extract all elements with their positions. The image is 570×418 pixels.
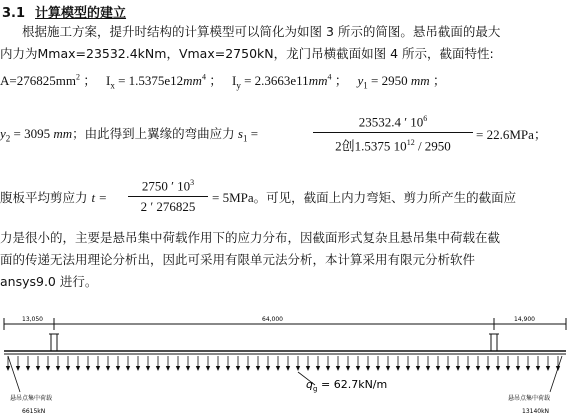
load-arrow <box>416 356 420 371</box>
area-value: A=276825mm <box>0 73 76 88</box>
section-heading <box>2 2 126 21</box>
paragraph-1-line-2: 内力为Mmax=23532.4kNm，Vmax=2750kN，龙门吊横截面如图 4 所示，截面特性: <box>0 46 494 61</box>
load-arrow <box>376 356 380 371</box>
load-arrow <box>266 356 270 371</box>
load-arrow <box>206 356 210 371</box>
shear-stress-result: = 5MPa。可见，截面上内力弯矩、剪力所产生的截面应 <box>212 190 517 205</box>
right-reaction-text: 悬吊点集中荷载 <box>508 395 551 402</box>
load-arrow <box>166 356 170 371</box>
load-arrow <box>156 356 160 371</box>
y1-value: = 2950 <box>371 73 408 88</box>
section-number: 3.1 <box>2 6 26 21</box>
load-arrow <box>396 356 400 371</box>
bending-stress-denominator: 2创1.5375 $10^{12} / 2950$ <box>335 138 451 154</box>
bending-stress-fraction <box>313 110 473 156</box>
load-arrow <box>526 356 530 371</box>
y1-label: y <box>357 73 364 88</box>
section-properties: $A=276825mm^2$ ； $I_x = 1.5375e12mm^4$ ； $I_y = 2.3663e11mm^4$ ； $y_1 = 2950$ mm ； <box>0 72 446 91</box>
load-arrow <box>466 356 470 371</box>
load-arrow <box>96 356 100 371</box>
load-arrow <box>196 356 200 371</box>
y2-and-stress-text: $y_2 = 3095$ mm；由此得到上翼缘的弯曲应力 $s_1$ = <box>0 126 259 144</box>
load-arrow <box>276 356 280 371</box>
load-arrow <box>66 356 70 371</box>
right-reaction <box>508 356 562 415</box>
paragraph-2-line-3: ansys9.0 进行。 <box>0 274 98 289</box>
load-arrow <box>36 356 40 371</box>
bending-stress-numerator: 23532.4 ′ $10^6$ <box>358 114 428 130</box>
right-support-post <box>489 334 499 351</box>
load-arrow <box>286 356 290 371</box>
load-arrow <box>326 356 330 371</box>
load-arrow <box>26 356 30 371</box>
left-support-post <box>49 334 59 351</box>
load-arrow <box>216 356 220 371</box>
load-symbol: q <box>306 378 313 391</box>
distributed-load-arrows <box>6 356 560 371</box>
load-arrow <box>316 356 320 371</box>
left-reaction-text: 悬吊点集中荷载 <box>10 395 53 402</box>
s1-label: s <box>237 126 243 141</box>
ix-value: = 1.5375e12 <box>118 73 184 88</box>
shear-stress-denominator: 2 ′ 276825 <box>140 199 196 215</box>
load-arrow <box>256 356 260 371</box>
load-arrow <box>186 356 190 371</box>
y2-value: = 3095 <box>13 126 51 141</box>
left-reaction <box>8 356 52 415</box>
load-arrow <box>496 356 500 371</box>
load-arrow <box>136 356 140 371</box>
dimension-middle-label: 64,000 <box>262 316 283 323</box>
shear-stress-fraction <box>128 174 208 216</box>
load-arrow <box>436 356 440 371</box>
load-arrow <box>406 356 410 371</box>
load-arrow <box>506 356 510 371</box>
load-arrow <box>356 356 360 371</box>
left-reaction-value: 6615kN <box>22 408 46 415</box>
shear-stress-line: 腹板平均剪应力 t = <box>0 190 107 205</box>
beam-load-diagram <box>0 310 570 418</box>
load-arrow <box>346 356 350 371</box>
paragraph-1-line-1: 根据施工方案，提升时结构的计算模型可以简化为如图 3 所示的简图。悬吊截面的最大 <box>22 24 501 39</box>
load-arrow <box>86 356 90 371</box>
load-arrow <box>446 356 450 371</box>
load-arrow <box>56 356 60 371</box>
iy-label: I <box>231 73 237 88</box>
load-arrow <box>476 356 480 371</box>
load-arrow <box>176 356 180 371</box>
paragraph-2-line-1: 力是很小的，主要是悬吊集中荷载作用下的应力分布，因截面形式复杂且悬吊集中荷载在截 <box>0 230 501 245</box>
dimension-left-label: 13,050 <box>22 316 43 323</box>
shear-stress-numerator: 2750 ′ $10^3$ <box>141 178 195 194</box>
load-arrow <box>226 356 230 371</box>
load-arrow <box>306 356 310 371</box>
dimension-right-label: 14,900 <box>514 316 535 323</box>
load-arrow <box>536 356 540 371</box>
load-arrow <box>516 356 520 371</box>
load-arrow <box>116 356 120 371</box>
load-arrow <box>366 356 370 371</box>
t-label: t <box>91 190 96 205</box>
load-arrow <box>16 356 20 371</box>
iy-value: = 2.3663e11 <box>244 73 309 88</box>
load-arrow <box>426 356 430 371</box>
load-label <box>298 372 387 393</box>
load-arrow <box>6 356 10 371</box>
load-arrow <box>126 356 130 371</box>
load-arrow <box>296 356 300 371</box>
bending-stress-result: = 22.6MPa； <box>476 127 547 142</box>
ix-label: I <box>105 73 111 88</box>
load-arrow <box>386 356 390 371</box>
load-arrow <box>146 356 150 371</box>
load-arrow <box>546 356 550 371</box>
load-arrow <box>456 356 460 371</box>
load-arrow <box>246 356 250 371</box>
load-arrow <box>336 356 340 371</box>
load-arrow <box>486 356 490 371</box>
load-arrow <box>76 356 80 371</box>
load-arrow <box>46 356 50 371</box>
right-reaction-value: 13140kN <box>522 408 550 415</box>
paragraph-2-line-2: 面的传递无法用理论分析出，因此可采用有限单元法分析，本计算采用有限元分析软件 <box>0 252 476 267</box>
load-arrow <box>236 356 240 371</box>
section-title: 计算模型的建立 <box>35 6 127 21</box>
load-subscript: g <box>313 385 318 393</box>
load-value: = 62.7kN/m <box>321 378 388 391</box>
load-arrow <box>106 356 110 371</box>
